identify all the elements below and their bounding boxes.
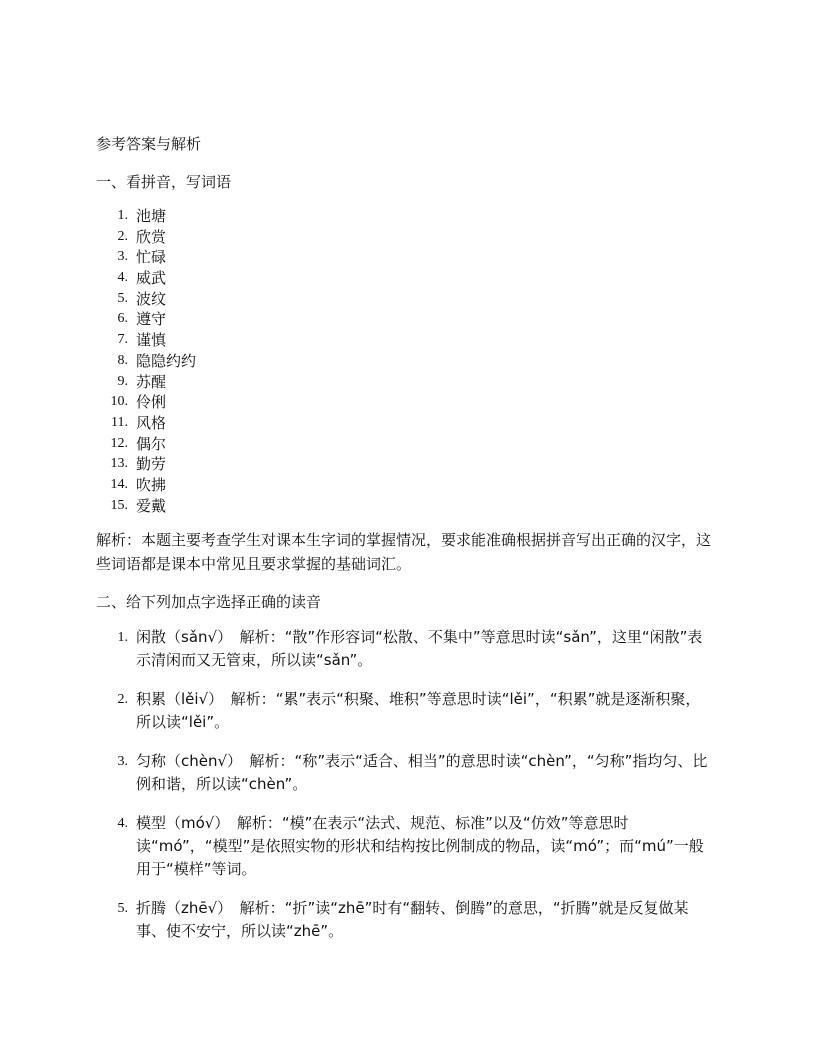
list-item: 1. 闲散（sǎn√） 解析：“散”作形容词“松散、不集中”等意思时读“sǎn”，这里“闲散”表示清闲而又无管束，所以读“sǎn”。 xyxy=(117,628,703,670)
list-item: 2. 欣赏 xyxy=(117,227,167,246)
list-item: 12. 偶尔 xyxy=(110,434,167,453)
list-item: 2. 积累（lěi√） 解析：“累”表示“积聚、堆积”等意思时读“lěi”，“积累”就是逐渐积聚，所以读“lěi”。 xyxy=(117,690,701,732)
section1-analysis: 解析：本题主要考查学生对课本生字词的掌握情况，要求能准确根据拼音写出正确的汉字，这些词语都是课本中常见且要求掌握的基础词汇。 xyxy=(96,531,712,574)
list-item: 14. 吹拂 xyxy=(110,475,167,494)
section-title-reading: 二、给下列加点字选择正确的读音 xyxy=(96,593,322,612)
list-item: 5. 波纹 xyxy=(117,289,167,308)
list-item: 10. 伶俐 xyxy=(110,393,167,412)
vocab-answer-list xyxy=(96,206,720,516)
list-item: 8. 隐隐约约 xyxy=(117,351,197,370)
reading-answer-list xyxy=(96,626,720,943)
list-item: 11. 风格 xyxy=(111,413,167,432)
list-item: 9. 苏醒 xyxy=(117,372,167,391)
list-item: 3. 忙碌 xyxy=(117,248,167,267)
list-item: 6. 遵守 xyxy=(117,310,167,329)
list-item: 1. 池塘 xyxy=(117,207,167,225)
page-heading: 参考答案与解析 xyxy=(96,135,202,153)
list-item: 4. 模型（mó√） 解析：“模”在表示“法式、规范、标准”以及“仿效”等意思时读“mó”，“模型”是依照实物的形状和结构按比例制成的物品，读“mó”；而“mú”一般用于“模样”等词。 xyxy=(117,814,704,879)
list-item: 4. 威武 xyxy=(117,269,167,288)
list-item: 5. 折腾（zhē√） 解析：“折”读“zhē”时有“翻转、倒腾”的意思，“折腾”就是反复做某事、使不安宁，所以读“zhē”。 xyxy=(117,899,689,941)
section-title-pinyin: 一、看拼音，写词语 xyxy=(96,173,232,191)
list-item: 15. 爱戴 xyxy=(110,496,167,515)
list-item: 13. 勤劳 xyxy=(110,455,167,474)
list-item: 7. 谨慎 xyxy=(117,331,167,350)
list-item: 3. 匀称（chèn√） 解析：“称”表示“适合、相当”的意思时读“chèn”，“匀称”指均匀、比例和谐，所以读“chèn”。 xyxy=(117,752,708,794)
